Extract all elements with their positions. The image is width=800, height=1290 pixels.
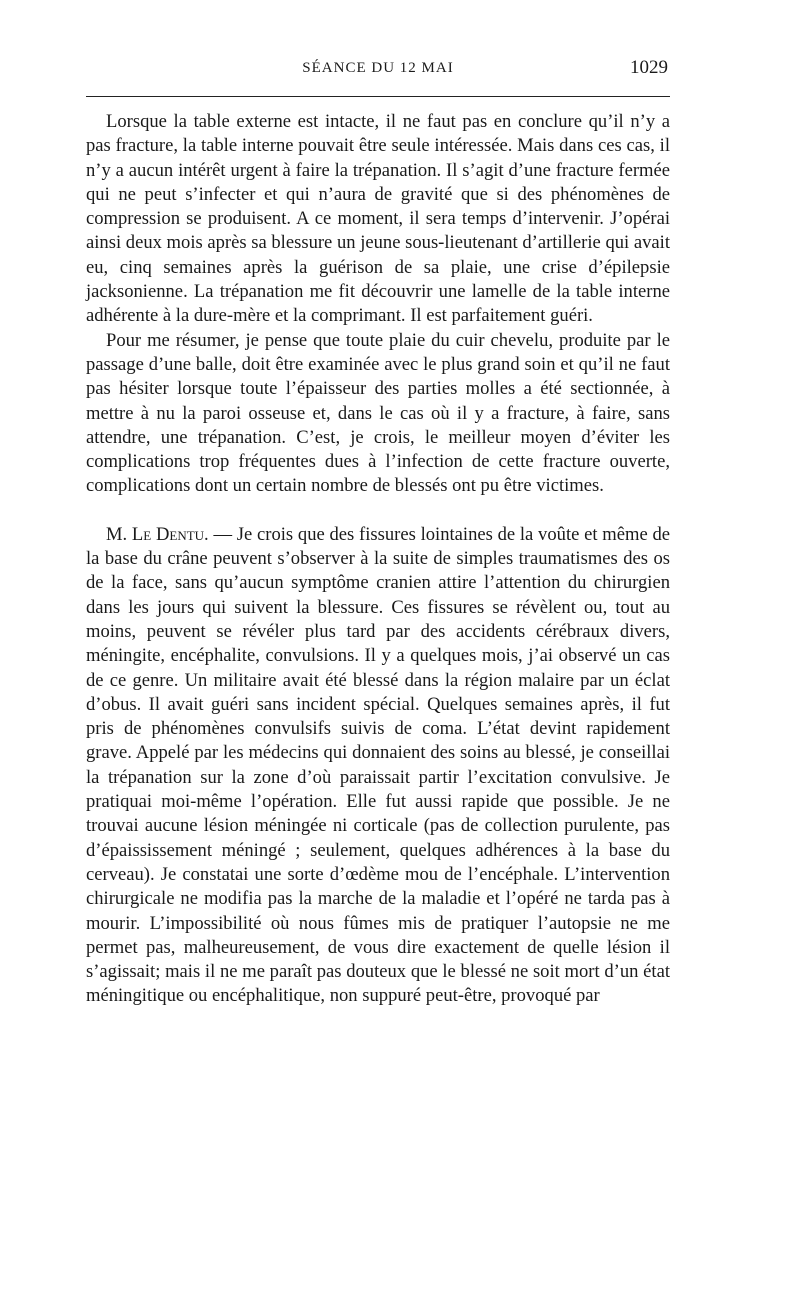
paragraph-2: Pour me résumer, je pense que toute plaie du cuir chevelu, produite par le passage d’une balle, doit être examinée avec le plus grand soin et qu’il ne faut pas hésiter lorsque toute l’épaisseur des parties molles a été sectionnée, à mettre à nu la paroi osseuse et, dans le cas où il y a fracture, à faire, sans attendre, une trépanation. C’est, je crois, le meilleur moyen d’éviter les complications trop fréquentes dues à l’infection de cette fracture ouverte, complications dont un certain nombre de blessés ont pu être victimes. — [86, 329, 670, 497]
speaker-name: M. Le Dentu. — [106, 523, 209, 545]
page-number: 1029 — [630, 57, 668, 78]
paragraph-3 — [86, 523, 670, 1009]
body-text — [86, 110, 670, 1009]
page-header — [86, 56, 670, 88]
header-rule — [86, 96, 670, 97]
paragraph-3-text: — Je crois que des fissures lointaines de la voûte et même de la base du crâne peuvent s’observer à la suite de simples traumatismes des os de la face, sans qu’aucun symptôme cranien attire l’attention du chirurgien dans les jours qui suivent la blessure. Ces fissures se révèlent ou, tout au moins, peuvent se révéler plus tard par des accidents cérébraux divers, méningite, encéphalite, convulsions. Il y a quelques mois, j’ai observé un cas de ce genre. Un militaire avait été blessé dans la région malaire par un éclat d’obus. Il avait guéri sans incident spécial. Quelques semaines après, il fut pris de phénomènes convulsifs suivis de coma. L’état devint rapidement grave. Appelé par les médecins qui donnaient des soins au blessé, je conseillai la trépanation sur la zone d’où paraissait partir l’excitation convulsive. Je pratiquai moi-même l’opération. Elle fut aussi rapide que possible. Je ne trouvai aucune lésion méningée ni corticale (pas de collection purulente, pas d’épaississement méningé ; seulement, quelques adhérences à la base du cerveau). Je constatai une sorte d’œdème mou de l’encéphale. L’intervention chirurgicale ne modifia pas la marche de la maladie et l’opéré ne tarda pas à mourir. L’impossibilité où nous fûmes mis de pratiquer l’autopsie ne me permet pas, malheureusement, de vous dire exactement de quelle lésion il s’agissait; mais il ne me paraît pas douteux que le blessé ne soit mort d’un état méningitique ou encéphalitique, non suppuré peut-être, provoqué par — [86, 523, 670, 1007]
paragraph-1: Lorsque la table externe est intacte, il ne faut pas en conclure qu’il n’y a pas fracture, la table interne pouvait être seule intéressée. Mais dans ces cas, il n’y a aucun intérêt urgent à faire la trépanation. Il s’agit d’une fracture fermée qui ne peut s’infecter et qui n’aura de gravité que si des phénomènes de compression se produisent. A ce moment, il sera temps d’intervenir. J’opérai ainsi deux mois après sa blessure un jeune sous-lieutenant d’artillerie qui avait eu, cinq semaines après la guérison de sa plaie, une crise d’épilepsie jacksonienne. La trépanation me fit découvrir une lamelle de la table interne adhérente à la dure-mère et la comprimant. Il est parfaitement guéri. — [86, 111, 670, 327]
document-page — [86, 56, 670, 1009]
running-head: SÉANCE DU 12 MAI — [302, 60, 454, 76]
